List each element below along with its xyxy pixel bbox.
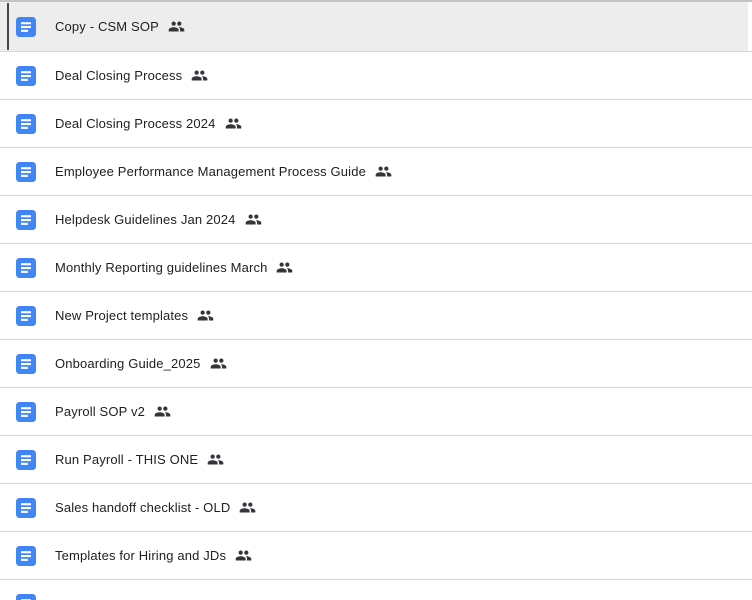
file-row[interactable] bbox=[0, 100, 752, 148]
shared-people-icon bbox=[235, 547, 252, 564]
file-row[interactable] bbox=[0, 52, 752, 100]
file-title: Monthly Reporting guidelines March bbox=[55, 260, 268, 275]
file-title: Copy - CSM SOP bbox=[55, 19, 159, 34]
shared-people-icon bbox=[276, 259, 293, 276]
shared-people-icon bbox=[210, 355, 227, 372]
google-docs-icon bbox=[16, 210, 36, 230]
google-docs-icon bbox=[16, 402, 36, 422]
google-docs-icon bbox=[16, 162, 36, 182]
file-row[interactable] bbox=[0, 196, 752, 244]
shared-people-icon bbox=[168, 18, 185, 35]
right-gutter bbox=[748, 2, 752, 51]
shared-people-icon bbox=[225, 115, 242, 132]
google-docs-icon bbox=[16, 306, 36, 326]
file-row[interactable] bbox=[0, 244, 752, 292]
file-title: Sales handoff checklist - OLD bbox=[55, 500, 231, 515]
file-row[interactable] bbox=[0, 388, 752, 436]
file-row[interactable] bbox=[0, 532, 752, 580]
shared-people-icon bbox=[191, 67, 208, 84]
file-row[interactable] bbox=[0, 340, 752, 388]
file-row[interactable] bbox=[0, 2, 752, 52]
file-title: Employee Performance Management Process Guide bbox=[55, 164, 366, 179]
google-docs-icon bbox=[16, 546, 36, 566]
shared-people-icon bbox=[154, 403, 171, 420]
file-row[interactable] bbox=[0, 484, 752, 532]
file-title: Helpdesk Guidelines Jan 2024 bbox=[55, 212, 236, 227]
google-docs-icon bbox=[16, 17, 36, 37]
file-row[interactable] bbox=[0, 292, 752, 340]
google-docs-icon bbox=[16, 498, 36, 518]
file-row[interactable] bbox=[0, 580, 752, 600]
file-title: Onboarding Guide_2025 bbox=[55, 356, 201, 371]
shared-people-icon bbox=[375, 163, 392, 180]
google-docs-icon bbox=[16, 354, 36, 374]
file-title: Templates for Hiring and JDs bbox=[55, 548, 227, 563]
file-row[interactable] bbox=[0, 148, 752, 196]
file-title: Deal Closing Process 2024 bbox=[55, 116, 216, 131]
shared-people-icon bbox=[245, 211, 262, 228]
file-title: Run Payroll - THIS ONE bbox=[55, 452, 199, 467]
shared-people-icon bbox=[239, 499, 256, 516]
google-docs-icon bbox=[16, 66, 36, 86]
shared-people-icon bbox=[207, 451, 224, 468]
file-row[interactable] bbox=[0, 436, 752, 484]
shared-people-icon bbox=[197, 307, 214, 324]
google-docs-icon bbox=[16, 258, 36, 278]
file-title: Payroll SOP v2 bbox=[55, 404, 146, 419]
google-docs-icon bbox=[16, 450, 36, 470]
focus-indicator bbox=[7, 3, 9, 50]
file-title: Deal Closing Process bbox=[55, 68, 183, 83]
google-docs-icon bbox=[16, 594, 36, 600]
google-docs-icon bbox=[16, 114, 36, 134]
file-title: New Project templates bbox=[55, 308, 189, 323]
